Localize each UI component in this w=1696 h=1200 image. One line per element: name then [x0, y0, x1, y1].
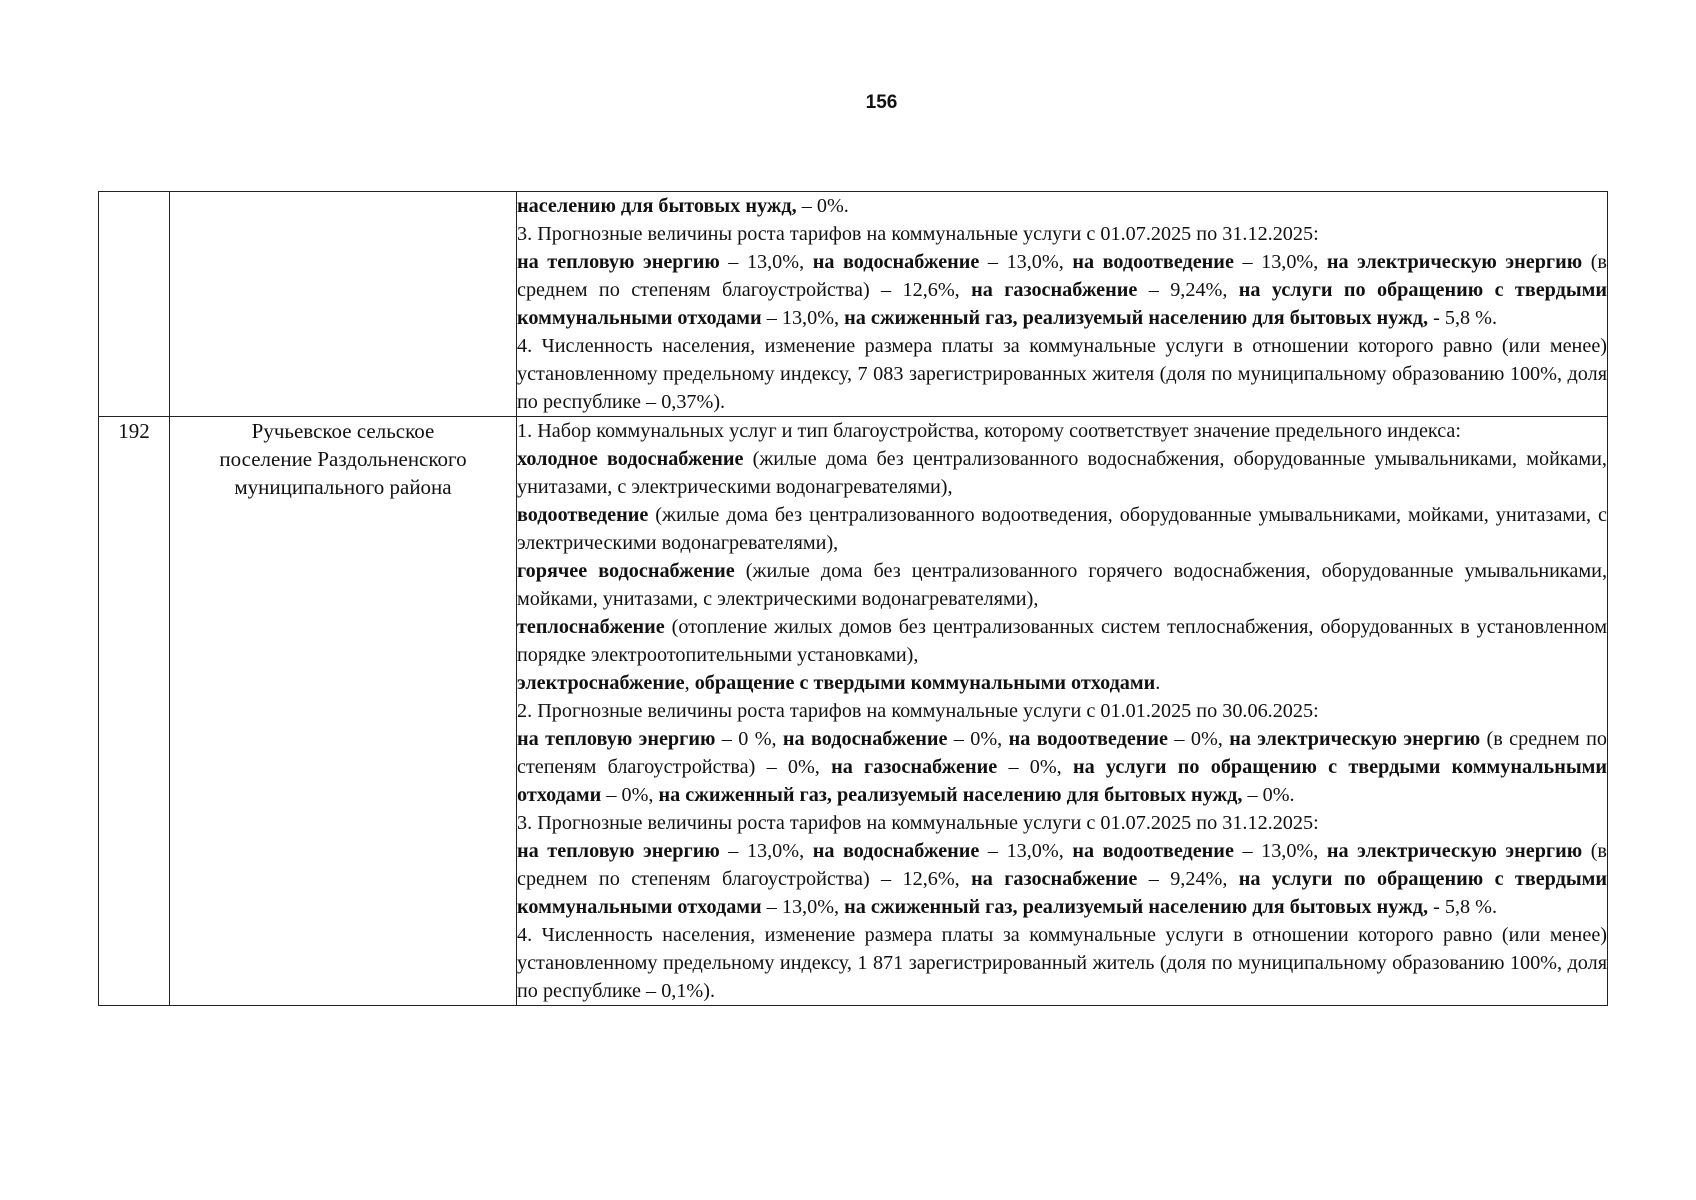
paragraph-3-lead: 3. Прогнозные величины роста тарифов на коммунальные услуги с 01.07.2025 по 31.12.2025:: [517, 223, 1319, 245]
paragraph-2-lead: 2. Прогнозные величины роста тарифов на коммунальные услуги с 01.01.2025 по 30.06.2025:: [517, 700, 1319, 722]
page-number: 156: [865, 92, 898, 113]
service-item-drainage: водоотведение (жилые дома без централизованного водоотведения, оборудованные умывальниками, мойками, унитазами, с электрическими водонагревателями),: [517, 504, 1607, 554]
paragraph-4: 4. Численность населения, изменение размера платы за коммунальные услуги в отношении которого равно (или менее) установленному предельному индексу, 7 083 зарегистрированных жителя (доля по муниципальному образованию 100%, доля по республике – 0,37%).: [517, 335, 1607, 413]
table-row-continuation: [99, 192, 1608, 417]
service-item-cold-water: холодное водоснабжение (жилые дома без централизованного водоснабжения, оборудованные умывальниками, мойками, унитазами, с электрическими водонагревателями),: [517, 448, 1607, 498]
row-number-cell: [99, 192, 170, 417]
municipality-name-cell: [170, 192, 517, 417]
paragraph-3-lead: 3. Прогнозные величины роста тарифов на коммунальные услуги с 01.07.2025 по 31.12.2025:: [517, 812, 1319, 834]
description-cell: [517, 417, 1608, 1006]
tariff-table: [98, 191, 1608, 1006]
row-number-cell: 192: [99, 417, 170, 1006]
paragraph-1-lead: 1. Набор коммунальных услуг и тип благоустройства, которому соответствует значение предельного индекса:: [517, 420, 1461, 442]
municipality-name-line: поселение Раздольненского: [219, 447, 467, 471]
paragraph-3-body: на тепловую энергию – 13,0%, на водоснабжение – 13,0%, на водоотведение – 13,0%, на электрическую энергию (в среднем по степеням благоустройства) – 12,6%, на газоснабжение – 9,24%, на услуги по обращению с твердыми коммунальными отходами – 13,0%, на сжиженный газ, реализуемый населению для бытовых нужд, - 5,8 %.: [517, 840, 1607, 918]
service-item-heating: теплоснабжение (отопление жилых домов без централизованных систем теплоснабжения, оборудованных в установленном порядке электроотопительными установками),: [517, 616, 1607, 666]
table-row-192: [99, 417, 1608, 1006]
paragraph-3: [517, 809, 1607, 921]
municipality-name-cell: [170, 417, 517, 1006]
paragraph-2-tail: населению для бытовых нужд, – 0%.: [517, 195, 849, 217]
description-cell: [517, 192, 1608, 417]
paragraph-3: [517, 220, 1607, 332]
paragraph-2-body: на тепловую энергию – 0 %, на водоснабжение – 0%, на водоотведение – 0%, на электрическую энергию (в среднем по степеням благоустройства) – 0%, на газоснабжение – 0%, на услуги по обращению с твердыми коммунальными отходами – 0%, на сжиженный газ, реализуемый населению для бытовых нужд, – 0%.: [517, 728, 1608, 806]
paragraph-1: [517, 417, 1607, 697]
paragraph-3-body: на тепловую энергию – 13,0%, на водоснабжение – 13,0%, на водоотведение – 13,0%, на электрическую энергию (в среднем по степеням благоустройства) – 12,6%, на газоснабжение – 9,24%, на услуги по обращению с твердыми коммунальными отходами – 13,0%, на сжиженный газ, реализуемый населению для бытовых нужд, - 5,8 %.: [517, 251, 1607, 329]
municipality-name-line: муниципального района: [234, 475, 452, 499]
service-item-hot-water: горячее водоснабжение (жилые дома без централизованного горячего водоснабжения, оборудованные умывальниками, мойками, унитазами, с электрическими водонагревателями),: [517, 560, 1608, 610]
municipality-name-line: Ручьевское сельское: [251, 419, 435, 443]
service-item-electricity-waste: электроснабжение, обращение с твердыми коммунальными отходами.: [517, 672, 1161, 694]
paragraph-4: 4. Численность населения, изменение размера платы за коммунальные услуги в отношении которого равно (или менее) установленному предельному индексу, 1 871 зарегистрированный житель (доля по муниципальному образованию 100%, доля по республике – 0,1%).: [517, 924, 1607, 1002]
paragraph-2: [517, 697, 1607, 809]
